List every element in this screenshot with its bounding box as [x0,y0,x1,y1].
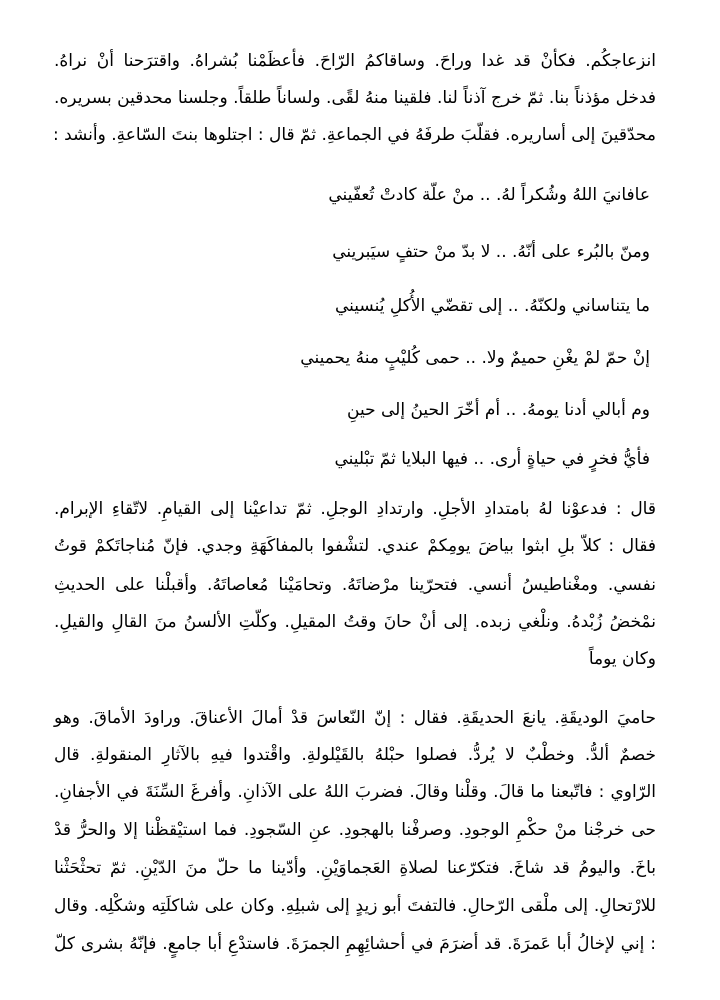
text-line: للارْتحالِ. إلى ملْقى الرّحالِ. فالتفتَ أبو زيدٍ إلى شبلِهِ. وكان على شاكلَتِه وشكْلِه. وقال [54,896,656,916]
text-line: وكان يوماً [588,649,656,669]
text-line: نفسي. ومغْناطيسُ أنسي. فتحرّينا مرْضاتَهُ. وتحامَيْنا مُعاصاتَهُ. وأقبلْنا على الحديثِ [54,575,656,595]
text-line: : إني لإخالُ أبا عَمرَةَ. قد أضرَمَ في أحشائِهِمِ الجمرَةَ. فاستدْعِ أبا جامعٍ. فإنّهُ بشرى كلّ [54,934,656,954]
text-line: الرّاوي : فاتّبعنا ما قالَ. وقلْنا وقالَ. فضربَ اللهُ على الآذانِ. وأفرغَ السِّنَةَ في الأجفانِ. [54,782,656,802]
verse-line: عافانيَ اللهُ وشُكراً لهُ. .. منْ علّة كادتْ تُعفّيني [328,185,650,205]
verse-line: إنْ حمّ لمْ يغْنِ حميمٌ ولا. .. حمى كُليْبٍ منهُ يحميني [300,348,650,368]
verse-line: ومنّ بالبُرء على أنّهُ. .. لا بدّ منْ حتفٍ سيَبريني [332,242,650,262]
text-line: فقال : كلاّ بلِ ابثوا بياضَ يومِكمْ عندي. لتشْفوا بالمفاكَهَةِ وجدي. فإنّ مُناجاتَكمْ قوتُ [54,536,656,556]
text-line: محدّقينَ إلى أساريره. فقلّبَ طرفَهُ في الجماعةِ. ثمّ قال : اجتلوها بنتَ السّاعةِ. وأنشد : [52,125,656,145]
verse-line: فأيُّ فخرٍ في حياةٍ أرى. .. فيها البلايا ثمّ تبْليني [334,449,650,469]
verse-line: وم أبالي أدنا يومهُ. .. أم أخّرَ الحينُ إلى حينِ [347,400,650,420]
text-line: خصمٌ ألدُّ. وخطْبٌ لا يُردُّ. فصلوا حبْلهُ بالقَيْلولةِ. واقْتدوا فيهِ بالآثارِ المنقولةِ. قال [54,745,656,765]
text-line: نمْخضُ زُبْدهُ. ونلْغي زبده. إلى أنْ حانَ وقتُ المقيلِ. وكلّتِ الألسنُ منَ القالِ والقيلِ. [54,612,656,632]
verse-line: ما يتناساني ولكنّهُ. .. إلى تقضّي الأُكلِ يُنسيني [335,296,650,316]
text-line: حاميَ الوديقَةِ. يانعَ الحديقَةِ. فقال : إنّ النّعاسَ قدْ أمالَ الأعناقَ. وراودَ الأماقَ. وهو [54,708,656,728]
text-line: باخَ. واليومُ قد شاخَ. فتكرّعنا لصلاةِ العَجماوَيْنِ. وأدّينا ما حلّ منَ الدّيْنِ. ثمّ تحثْحَثْنا [54,858,656,878]
text-line: انزعاجكُم. فكأنْ قد غدا وراحَ. وساقاكمُ الرّاحَ. فأعظَمْنا بُشراهُ. واقترَحنا أنْ نراهُ. [54,51,656,71]
text-line: قال : فدعوْنا لهُ بامتدادِ الأجلِ. وارتدادِ الوجلِ. ثمّ تداعيْنا إلى القيامِ. لاتّقاءِ الإبرام. [54,499,656,519]
text-line: فدخل مؤذناً بنا. ثمّ خرج آذناً لنا. فلقينا منهُ لقًى. ولساناً طلقاً. وجلسنا محدقين بسريره. [54,88,656,108]
text-line: حى خرجْنا منْ حكْمِ الوجودِ. وصرفْنا بالهجودِ. عنِ السّجودِ. فما استيْقظْنا إلا والحرُّ قدْ [54,820,656,840]
